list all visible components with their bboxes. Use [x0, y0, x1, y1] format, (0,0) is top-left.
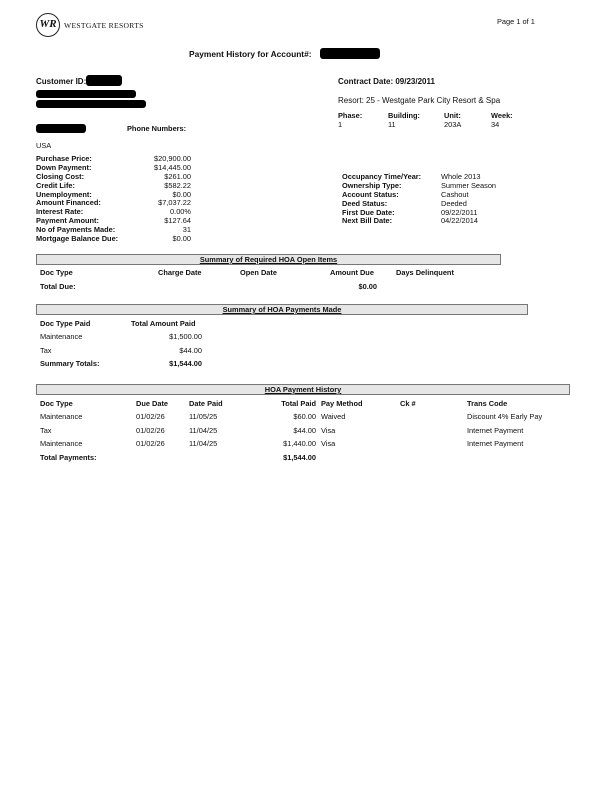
- customer-name-redaction: [36, 90, 136, 98]
- building-label: Building:: [388, 111, 421, 120]
- ownership-row: [342, 190, 522, 199]
- unit-label: Unit:: [444, 111, 461, 120]
- history-total-paid: $1,440.00: [283, 439, 316, 448]
- open-items-title: [36, 254, 501, 265]
- history-due-date: 01/02/26: [136, 439, 165, 448]
- history-doc-type: Maintenance: [40, 439, 83, 448]
- financial-label: Interest Rate:: [36, 207, 84, 217]
- ownership-value: Whole 2013: [441, 172, 481, 181]
- history-title: [36, 384, 570, 395]
- financial-value: 31: [182, 225, 191, 235]
- open-items-col-amount-due: Amount Due: [330, 268, 374, 277]
- resort-line: Resort: 25 - Westgate Park City Resort & Spa: [338, 96, 501, 105]
- ownership-value: Summer Season: [441, 180, 497, 190]
- contract-date: Contract Date: 09/23/2011: [338, 77, 435, 86]
- open-items-col-days-delinquent: Days Delinquent: [396, 268, 454, 277]
- payments-made-col-type: Doc Type Paid: [40, 319, 91, 328]
- financial-row: [36, 163, 191, 172]
- payments-made-row-amount: $1,500.00: [169, 332, 202, 341]
- week-label: Week:: [491, 111, 513, 120]
- financial-row: [36, 234, 191, 243]
- history-col-date-paid: Date Paid: [189, 399, 223, 408]
- financial-label: Purchase Price:: [36, 154, 92, 163]
- open-items-title-text: Summary of Required HOA Open Items: [199, 255, 338, 264]
- financial-row: [36, 181, 191, 190]
- history-col-pay-method: Pay Method: [321, 399, 363, 408]
- week-value: 34: [491, 120, 500, 129]
- history-col-doc-type: Doc Type: [40, 399, 73, 408]
- ownership-value: 09/22/2011: [441, 207, 478, 217]
- page-number: Page 1 of 1: [497, 17, 535, 26]
- history-date-paid: 11/05/25: [189, 412, 218, 421]
- payments-made-title-text: Summary of HOA Payments Made: [222, 305, 342, 314]
- financial-label: Credit Life:: [36, 180, 76, 190]
- financial-value: $0.00: [172, 189, 191, 199]
- page-title: Payment History for Account#:: [189, 49, 312, 59]
- history-total-paid: $44.00: [293, 426, 316, 435]
- phase-value: 1: [338, 120, 343, 129]
- financial-row: [36, 216, 191, 225]
- total-due-value: $0.00: [358, 282, 377, 291]
- financial-row: [36, 225, 191, 234]
- financial-row: [36, 172, 191, 181]
- history-doc-type: Tax: [40, 426, 52, 435]
- financial-value: $582.22: [164, 180, 191, 190]
- payments-made-row-amount: $44.00: [179, 346, 202, 355]
- financial-label: Amount Financed:: [36, 198, 101, 208]
- open-items-col-open-date: Open Date: [240, 268, 277, 277]
- ownership-row: [342, 181, 522, 190]
- ownership-label: Next Bill Date:: [342, 216, 393, 226]
- financial-value: 0.00%: [170, 207, 191, 217]
- history-pay-method: Waived: [321, 412, 346, 421]
- customer-id-label: Customer ID:: [36, 77, 87, 86]
- summary-totals-label: Summary Totals:: [40, 359, 100, 368]
- ownership-value: 04/22/2014: [441, 216, 478, 226]
- history-pay-method: Visa: [321, 439, 336, 448]
- address-redaction: [36, 100, 146, 108]
- ownership-label: Deed Status:: [342, 198, 388, 208]
- ownership-list: [342, 172, 522, 225]
- financial-value: $0.00: [172, 234, 191, 244]
- ownership-row: [342, 199, 522, 208]
- history-total-paid: $60.00: [293, 412, 316, 421]
- financial-value: $7,037.22: [158, 198, 191, 208]
- customer-id-redaction: [86, 75, 122, 86]
- financial-label: Down Payment:: [36, 162, 92, 172]
- total-due-label: Total Due:: [40, 282, 76, 291]
- total-payments-value: $1,544.00: [283, 453, 316, 462]
- open-items-col-doc-type: Doc Type: [40, 268, 73, 277]
- history-due-date: 01/02/26: [136, 426, 165, 435]
- history-date-paid: 11/04/25: [189, 426, 218, 435]
- financial-value: $20,900.00: [154, 154, 191, 163]
- building-value: 11: [388, 120, 396, 129]
- ownership-value: Deeded: [441, 198, 467, 208]
- unit-value: 203A: [444, 120, 462, 129]
- account-number-redaction: [320, 48, 380, 59]
- financial-row: [36, 207, 191, 216]
- ownership-label: Account Status:: [342, 189, 399, 199]
- ownership-label: First Due Date:: [342, 207, 395, 217]
- history-col-check-number: Ck #: [400, 399, 416, 408]
- history-col-trans-code: Trans Code: [467, 399, 508, 408]
- financial-row: [36, 190, 191, 199]
- logo-mark: WR: [36, 13, 60, 37]
- country: USA: [36, 141, 52, 150]
- financial-label: Unemployment:: [36, 189, 92, 199]
- ownership-row: [342, 208, 522, 217]
- phase-label: Phase:: [338, 111, 363, 120]
- payments-made-title: [36, 304, 528, 315]
- payments-made-col-amount: Total Amount Paid: [131, 319, 196, 328]
- ownership-row: [342, 172, 522, 181]
- city-redaction: [36, 124, 86, 133]
- financials-list: [36, 154, 191, 243]
- financial-label: Payment Amount:: [36, 216, 99, 226]
- ownership-value: Cashout: [441, 189, 469, 199]
- open-items-col-charge-date: Charge Date: [158, 268, 202, 277]
- financial-label: Closing Cost:: [36, 171, 85, 181]
- financial-row: [36, 154, 191, 163]
- history-pay-method: Visa: [321, 426, 336, 435]
- phone-numbers-label: Phone Numbers:: [127, 124, 187, 133]
- ownership-label: Ownership Type:: [342, 180, 402, 190]
- summary-totals-value: $1,544.00: [169, 359, 202, 368]
- financial-value: $261.00: [164, 171, 191, 181]
- total-payments-label: Total Payments:: [40, 453, 97, 462]
- ownership-label: Occupancy Time/Year:: [342, 172, 422, 181]
- history-title-text: HOA Payment History: [264, 385, 342, 394]
- financial-label: No of Payments Made:: [36, 225, 116, 235]
- history-col-total-paid: Total Paid: [281, 399, 316, 408]
- history-due-date: 01/02/26: [136, 412, 165, 421]
- payments-made-row-type: Maintenance: [40, 332, 83, 341]
- logo-text: WESTGATE RESORTS: [64, 21, 144, 30]
- history-trans-code: Discount 4% Early Pay: [467, 412, 543, 421]
- history-doc-type: Maintenance: [40, 412, 83, 421]
- history-trans-code: Internet Payment: [467, 426, 524, 435]
- history-date-paid: 11/04/25: [189, 439, 218, 448]
- history-col-due-date: Due Date: [136, 399, 169, 408]
- financial-row: [36, 198, 191, 207]
- financial-value: $127.64: [164, 216, 191, 226]
- financial-value: $14,445.00: [154, 162, 191, 172]
- payments-made-row-type: Tax: [40, 346, 52, 355]
- history-trans-code: Internet Payment: [467, 439, 524, 448]
- ownership-row: [342, 216, 522, 225]
- financial-label: Mortgage Balance Due:: [36, 234, 119, 244]
